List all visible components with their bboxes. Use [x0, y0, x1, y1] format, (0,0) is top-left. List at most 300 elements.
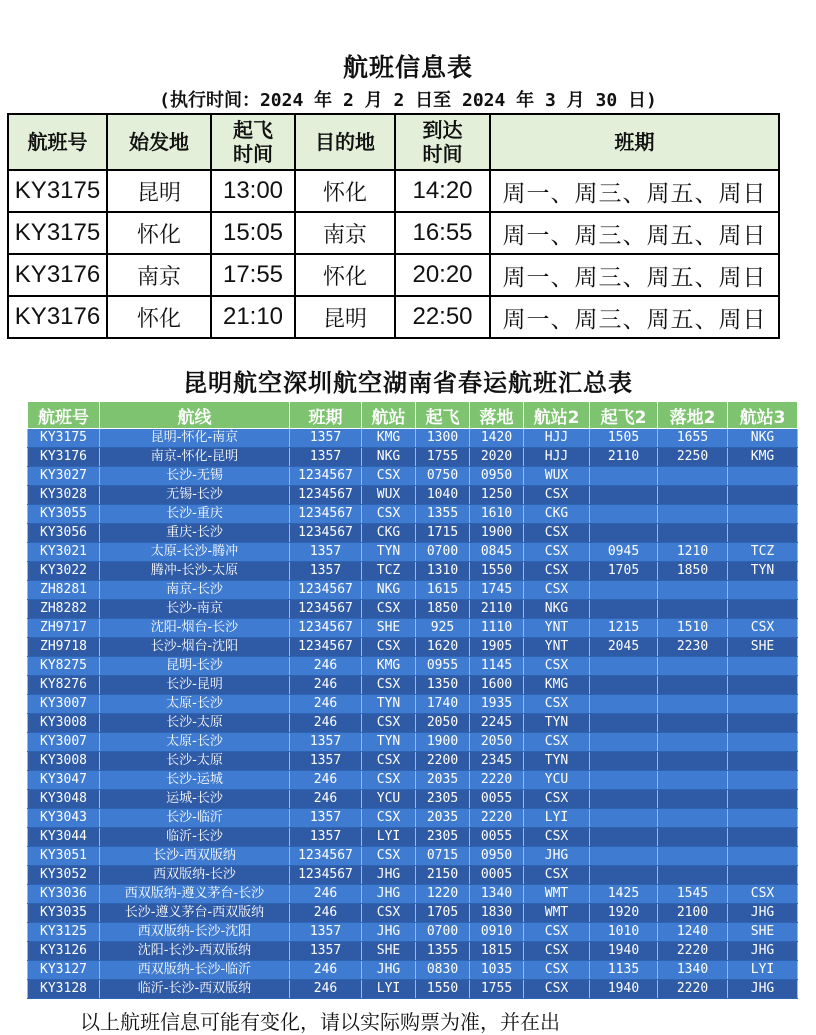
flight-summary-cell: [658, 600, 728, 619]
flight-summary-cell: [658, 524, 728, 543]
flight-summary-cell: TYN: [524, 752, 590, 771]
flight-info-row: [8, 212, 779, 254]
flight-summary-cell: [658, 581, 728, 600]
flight-summary-cell: WUX: [524, 467, 590, 486]
flight-summary-cell: 246: [290, 904, 362, 923]
flight-summary-cell: 2035: [416, 809, 470, 828]
flight-summary-cell: 246: [290, 885, 362, 904]
flight-summary-cell: CSX: [524, 980, 590, 999]
flight-summary-cell: 长沙-太原: [100, 752, 290, 771]
flight-summary-cell: 1355: [416, 505, 470, 524]
flight-summary-cell: 1300: [416, 429, 470, 448]
flight-summary-cell: LYI: [362, 828, 416, 847]
flight-summary-cell: 1620: [416, 638, 470, 657]
flight-summary-cell: [728, 505, 798, 524]
flight-summary-cell: 西双版纳-长沙: [100, 866, 290, 885]
flight-summary-cell: [658, 866, 728, 885]
flight-summary-cell: 1250: [470, 486, 524, 505]
flight-summary-cell: KY3007: [28, 695, 100, 714]
flight-summary-cell: [658, 733, 728, 752]
flight-summary-cell: CSX: [524, 543, 590, 562]
flight-summary-cell: [658, 809, 728, 828]
flight-summary-cell: 太原-长沙-腾冲: [100, 543, 290, 562]
flight-summary-cell: 1615: [416, 581, 470, 600]
flight-summary-cell: KY3048: [28, 790, 100, 809]
flight-summary-row: [28, 904, 798, 923]
flight-summary-cell: KY3008: [28, 752, 100, 771]
flight-info-cell: 20:20: [395, 254, 490, 296]
flight-summary-row: [28, 486, 798, 505]
flight-summary-cell: 临沂-长沙: [100, 828, 290, 847]
flight-summary-cell: 运城-长沙: [100, 790, 290, 809]
flight-summary-cell: 1850: [416, 600, 470, 619]
flight-summary-cell: NKG: [362, 581, 416, 600]
flight-summary-cell: 246: [290, 790, 362, 809]
flight-summary-cell: 长沙-南京: [100, 600, 290, 619]
flight-summary-row: [28, 429, 798, 448]
flight-summary-cell: 246: [290, 695, 362, 714]
flight-summary-cell: KY3126: [28, 942, 100, 961]
flight-summary-cell: [728, 657, 798, 676]
flight-summary-cell: 0700: [416, 543, 470, 562]
flight-summary-cell: 2100: [658, 904, 728, 923]
flight-summary-cell: NKG: [362, 448, 416, 467]
flight-summary-cell: [590, 714, 658, 733]
flight-summary-cell: KY3021: [28, 543, 100, 562]
flight-summary-cell: YNT: [524, 619, 590, 638]
flight-summary-cell: KY3044: [28, 828, 100, 847]
flight-summary-cell: 长沙-运城: [100, 771, 290, 790]
flight-summary-cell: KY3027: [28, 467, 100, 486]
flight-summary-cell: [658, 505, 728, 524]
flight-summary-header-cell: 航站3: [728, 402, 798, 429]
flight-info-header-cell: 起飞 时间: [211, 114, 295, 170]
flight-summary-cell: 临沂-长沙-西双版纳: [100, 980, 290, 999]
flight-summary-cell: [590, 809, 658, 828]
flight-summary-cell: NKG: [728, 429, 798, 448]
flight-summary-cell: YCU: [524, 771, 590, 790]
flight-summary-cell: 昆明-长沙: [100, 657, 290, 676]
flight-summary-cell: 1715: [416, 524, 470, 543]
flight-summary-cell: TYN: [362, 733, 416, 752]
flight-summary-cell: [590, 505, 658, 524]
flight-summary-cell: 1545: [658, 885, 728, 904]
flight-summary-cell: 1755: [470, 980, 524, 999]
flight-summary-cell: KY8276: [28, 676, 100, 695]
flight-summary-cell: CSX: [524, 581, 590, 600]
flight-summary-cell: KMG: [728, 448, 798, 467]
flight-summary-cell: 1210: [658, 543, 728, 562]
flight-summary-cell: TYN: [524, 714, 590, 733]
flight-summary-cell: 1920: [590, 904, 658, 923]
flight-summary-cell: 重庆-长沙: [100, 524, 290, 543]
flight-summary-cell: 1234567: [290, 581, 362, 600]
flight-summary-cell: 南京-长沙: [100, 581, 290, 600]
flight-summary-cell: [728, 714, 798, 733]
flight-summary-cell: CSX: [362, 752, 416, 771]
flight-info-cell: 周一、周三、周五、周日: [490, 170, 779, 212]
flight-summary-cell: TYN: [362, 695, 416, 714]
flight-summary-cell: 1357: [290, 942, 362, 961]
flight-summary-row: [28, 619, 798, 638]
flight-summary-cell: 0750: [416, 467, 470, 486]
flight-summary-cell: KY3176: [28, 448, 100, 467]
flight-summary-row: [28, 828, 798, 847]
flight-summary-cell: KY3007: [28, 733, 100, 752]
flight-info-cell: 怀化: [295, 170, 395, 212]
flight-summary-cell: [590, 847, 658, 866]
flight-summary-cell: [658, 714, 728, 733]
flight-summary-cell: 1310: [416, 562, 470, 581]
flight-summary-cell: YNT: [524, 638, 590, 657]
flight-summary-cell: 1940: [590, 942, 658, 961]
flight-summary-cell: KY3052: [28, 866, 100, 885]
flight-info-header-cell: 始发地: [107, 114, 211, 170]
flight-summary-cell: CSX: [524, 695, 590, 714]
flight-summary-cell: 2220: [470, 771, 524, 790]
flight-summary-cell: [590, 771, 658, 790]
flight-summary-cell: 1234567: [290, 866, 362, 885]
flight-summary-cell: 1357: [290, 429, 362, 448]
flight-summary-cell: 1550: [416, 980, 470, 999]
flight-summary-cell: [658, 771, 728, 790]
flight-summary-row: [28, 980, 798, 999]
flight-summary-cell: [728, 828, 798, 847]
flight-summary-cell: KY3128: [28, 980, 100, 999]
flight-summary-cell: 沈阳-长沙-西双版纳: [100, 942, 290, 961]
flight-summary-cell: 长沙-遵义茅台-西双版纳: [100, 904, 290, 923]
flight-summary-cell: [590, 524, 658, 543]
flight-summary-row: [28, 923, 798, 942]
flight-summary-cell: 1705: [590, 562, 658, 581]
flight-info-cell: 21:10: [211, 296, 295, 338]
flight-summary-row: [28, 467, 798, 486]
flight-summary-cell: 无锡-长沙: [100, 486, 290, 505]
flight-summary-cell: KY3125: [28, 923, 100, 942]
flight-summary-cell: [728, 866, 798, 885]
flight-summary-cell: KY3035: [28, 904, 100, 923]
flight-summary-cell: 1010: [590, 923, 658, 942]
flight-summary-cell: 1815: [470, 942, 524, 961]
flight-summary-cell: SHE: [362, 942, 416, 961]
flight-summary-cell: KY3056: [28, 524, 100, 543]
flight-summary-cell: 0950: [470, 847, 524, 866]
flight-summary-cell: 1905: [470, 638, 524, 657]
flight-summary-cell: SHE: [362, 619, 416, 638]
flight-summary-cell: 1830: [470, 904, 524, 923]
flight-summary-cell: JHG: [362, 885, 416, 904]
flight-summary-cell: 1510: [658, 619, 728, 638]
flight-info-header-cell: 航班号: [8, 114, 107, 170]
flight-summary-cell: JHG: [728, 942, 798, 961]
flight-summary-cell: CKG: [524, 505, 590, 524]
flight-info-cell: KY3176: [8, 296, 107, 338]
flight-summary-row: [28, 657, 798, 676]
flight-summary-cell: 2305: [416, 828, 470, 847]
flight-summary-cell: 1357: [290, 923, 362, 942]
flight-summary-cell: [728, 695, 798, 714]
flight-summary-cell: 2200: [416, 752, 470, 771]
flight-summary-header-cell: 落地: [470, 402, 524, 429]
flight-summary-cell: 0845: [470, 543, 524, 562]
flight-summary-cell: KMG: [362, 657, 416, 676]
flight-summary-cell: CSX: [362, 600, 416, 619]
flight-summary-row: [28, 581, 798, 600]
flight-summary-cell: 1850: [658, 562, 728, 581]
flight-summary-cell: 0055: [470, 790, 524, 809]
flight-summary-cell: CSX: [362, 904, 416, 923]
flight-summary-cell: [590, 600, 658, 619]
flight-info-cell: 昆明: [295, 296, 395, 338]
flight-summary-cell: KY3047: [28, 771, 100, 790]
flight-summary-cell: HJJ: [524, 429, 590, 448]
flight-summary-cell: JHG: [728, 904, 798, 923]
footer-note: 以上航班信息可能有变化，请以实际购票为准，并在出: [80, 1010, 560, 1034]
flight-summary-cell: CSX: [728, 885, 798, 904]
flight-summary-cell: 1505: [590, 429, 658, 448]
flight-summary-cell: [590, 752, 658, 771]
flight-info-cell: 13:00: [211, 170, 295, 212]
flight-summary-cell: 2250: [658, 448, 728, 467]
flight-summary-cell: 0950: [470, 467, 524, 486]
flight-info-cell: 怀化: [295, 254, 395, 296]
flight-summary-cell: JHG: [362, 923, 416, 942]
flight-summary-cell: 0910: [470, 923, 524, 942]
flight-summary-cell: ZH8281: [28, 581, 100, 600]
flight-info-cell: 昆明: [107, 170, 211, 212]
flight-summary-cell: 1040: [416, 486, 470, 505]
flight-summary-cell: 1035: [470, 961, 524, 980]
flight-summary-cell: TYN: [728, 562, 798, 581]
flight-summary-cell: KY3055: [28, 505, 100, 524]
flight-summary-cell: WMT: [524, 904, 590, 923]
flight-summary-cell: HJJ: [524, 448, 590, 467]
flight-summary-cell: 太原-长沙: [100, 695, 290, 714]
flight-summary-cell: 1705: [416, 904, 470, 923]
flight-summary-cell: 1240: [658, 923, 728, 942]
flight-info-cell: 16:55: [395, 212, 490, 254]
flight-summary-cell: [590, 695, 658, 714]
flight-info-table: [7, 113, 780, 339]
flight-summary-row: [28, 866, 798, 885]
flight-summary-cell: TYN: [362, 543, 416, 562]
flight-summary-cell: CSX: [362, 467, 416, 486]
flight-summary-cell: SHE: [728, 638, 798, 657]
flight-summary-cell: 1425: [590, 885, 658, 904]
flight-summary-cell: [590, 486, 658, 505]
flight-summary-cell: CSX: [524, 828, 590, 847]
flight-summary-cell: 长沙-无锡: [100, 467, 290, 486]
flight-summary-cell: 沈阳-烟台-长沙: [100, 619, 290, 638]
flight-summary-cell: [590, 790, 658, 809]
flight-summary-row: [28, 714, 798, 733]
flight-summary-cell: 1357: [290, 809, 362, 828]
flight-summary-cell: [658, 790, 728, 809]
flight-summary-cell: [728, 771, 798, 790]
flight-summary-cell: 长沙-重庆: [100, 505, 290, 524]
flight-summary-cell: 2045: [590, 638, 658, 657]
flight-summary-cell: CSX: [524, 562, 590, 581]
flight-summary-cell: WUX: [362, 486, 416, 505]
flight-summary-header-cell: 班期: [290, 402, 362, 429]
flight-summary-cell: 1145: [470, 657, 524, 676]
flight-summary-cell: 0700: [416, 923, 470, 942]
flight-summary-cell: [728, 600, 798, 619]
flight-summary-row: [28, 942, 798, 961]
flight-summary-cell: CSX: [362, 638, 416, 657]
flight-summary-cell: 1357: [290, 752, 362, 771]
flight-summary-cell: CSX: [524, 923, 590, 942]
flight-summary-cell: 腾冲-长沙-太原: [100, 562, 290, 581]
flight-summary-cell: [590, 676, 658, 695]
flight-summary-cell: 1600: [470, 676, 524, 695]
flight-summary-cell: 246: [290, 714, 362, 733]
flight-summary-cell: [728, 467, 798, 486]
flight-summary-cell: CSX: [362, 505, 416, 524]
flight-info-cell: KY3175: [8, 170, 107, 212]
flight-summary-cell: 1550: [470, 562, 524, 581]
flight-summary-cell: 1234567: [290, 638, 362, 657]
flight-summary-cell: 长沙-太原: [100, 714, 290, 733]
flight-summary-cell: CSX: [524, 657, 590, 676]
flight-summary-cell: 西双版纳-遵义茅台-长沙: [100, 885, 290, 904]
flight-summary-cell: CSX: [524, 790, 590, 809]
flight-summary-cell: YCU: [362, 790, 416, 809]
flight-info-header-cell: 班期: [490, 114, 779, 170]
flight-info-header-cell: 目的地: [295, 114, 395, 170]
flight-info-cell: KY3175: [8, 212, 107, 254]
flight-summary-header-row: [28, 402, 798, 429]
flight-summary-cell: [658, 467, 728, 486]
flight-info-row: [8, 296, 779, 338]
flight-info-header-row: [8, 114, 779, 170]
flight-summary-cell: 1900: [416, 733, 470, 752]
flight-summary-cell: 2110: [590, 448, 658, 467]
flight-summary-cell: 长沙-临沂: [100, 809, 290, 828]
flight-summary-cell: CSX: [524, 733, 590, 752]
flight-info-cell: 14:20: [395, 170, 490, 212]
flight-info-cell: 17:55: [211, 254, 295, 296]
flight-info-cell: 周一、周三、周五、周日: [490, 254, 779, 296]
flight-summary-row: [28, 524, 798, 543]
flight-summary-cell: 1357: [290, 543, 362, 562]
flight-summary-cell: 西双版纳-长沙-临沂: [100, 961, 290, 980]
flight-summary-cell: 1234567: [290, 486, 362, 505]
flight-summary-cell: NKG: [524, 600, 590, 619]
flight-summary-row: [28, 809, 798, 828]
flight-info-cell: 怀化: [107, 296, 211, 338]
flight-summary-cell: 2345: [470, 752, 524, 771]
flight-summary-cell: KY3127: [28, 961, 100, 980]
flight-summary-cell: 0945: [590, 543, 658, 562]
flight-summary-row: [28, 505, 798, 524]
flight-summary-cell: ZH8282: [28, 600, 100, 619]
flight-summary-cell: 1900: [470, 524, 524, 543]
flight-summary-cell: 2230: [658, 638, 728, 657]
flight-summary-cell: 1135: [590, 961, 658, 980]
flight-summary-cell: [658, 695, 728, 714]
flight-info-cell: 22:50: [395, 296, 490, 338]
flight-summary-cell: [590, 733, 658, 752]
flight-summary-cell: 1357: [290, 562, 362, 581]
table1-title: 航班信息表: [342, 53, 473, 82]
flight-info-header-cell: 到达 时间: [395, 114, 490, 170]
flight-summary-cell: WMT: [524, 885, 590, 904]
flight-summary-cell: [728, 581, 798, 600]
flight-summary-cell: KY8275: [28, 657, 100, 676]
flight-summary-cell: [658, 657, 728, 676]
flight-summary-cell: JHG: [362, 961, 416, 980]
flight-summary-cell: 2305: [416, 790, 470, 809]
flight-summary-row: [28, 448, 798, 467]
flight-summary-cell: 2035: [416, 771, 470, 790]
flight-summary-cell: 2220: [658, 980, 728, 999]
flight-summary-cell: 太原-长沙: [100, 733, 290, 752]
flight-summary-row: [28, 543, 798, 562]
flight-summary-cell: KY3028: [28, 486, 100, 505]
flight-summary-cell: KMG: [524, 676, 590, 695]
flight-summary-cell: 1935: [470, 695, 524, 714]
flight-summary-cell: 0055: [470, 828, 524, 847]
flight-summary-cell: KY3036: [28, 885, 100, 904]
flight-summary-cell: 1220: [416, 885, 470, 904]
flight-summary-cell: 1234567: [290, 505, 362, 524]
flight-summary-cell: 1420: [470, 429, 524, 448]
flight-summary-cell: 1234567: [290, 600, 362, 619]
flight-summary-cell: 1355: [416, 942, 470, 961]
flight-summary-cell: [658, 676, 728, 695]
flight-summary-cell: CSX: [524, 942, 590, 961]
flight-summary-cell: 昆明-怀化-南京: [100, 429, 290, 448]
flight-info-cell: 南京: [295, 212, 395, 254]
flight-info-cell: 15:05: [211, 212, 295, 254]
flight-summary-header-cell: 航班号: [28, 402, 100, 429]
flight-summary-row: [28, 752, 798, 771]
flight-summary-cell: 2110: [470, 600, 524, 619]
flight-summary-cell: CSX: [728, 619, 798, 638]
flight-info-cell: 周一、周三、周五、周日: [490, 212, 779, 254]
flight-summary-cell: [590, 581, 658, 600]
table2-title: 昆明航空深圳航空湖南省春运航班汇总表: [183, 369, 633, 397]
flight-summary-cell: 2150: [416, 866, 470, 885]
flight-summary-cell: LYI: [524, 809, 590, 828]
flight-summary-cell: CSX: [362, 847, 416, 866]
flight-info-cell: 怀化: [107, 212, 211, 254]
flight-summary-cell: 1340: [658, 961, 728, 980]
flight-summary-header-cell: 航站2: [524, 402, 590, 429]
flight-summary-cell: [728, 790, 798, 809]
flight-summary-cell: 0005: [470, 866, 524, 885]
flight-summary-cell: 246: [290, 980, 362, 999]
flight-summary-header-cell: 起飞: [416, 402, 470, 429]
flight-summary-cell: 1215: [590, 619, 658, 638]
flight-summary-cell: 246: [290, 657, 362, 676]
flight-summary-row: [28, 733, 798, 752]
flight-summary-cell: LYI: [362, 980, 416, 999]
flight-summary-cell: 2220: [658, 942, 728, 961]
flight-summary-cell: [728, 524, 798, 543]
flight-summary-cell: [658, 847, 728, 866]
flight-summary-cell: CKG: [362, 524, 416, 543]
flight-summary-header-cell: 落地2: [658, 402, 728, 429]
flight-summary-row: [28, 562, 798, 581]
flight-summary-cell: ZH9717: [28, 619, 100, 638]
flight-summary-cell: 246: [290, 771, 362, 790]
flight-summary-cell: [658, 752, 728, 771]
flight-summary-cell: 1234567: [290, 847, 362, 866]
flight-summary-cell: CSX: [524, 524, 590, 543]
flight-summary-row: [28, 600, 798, 619]
